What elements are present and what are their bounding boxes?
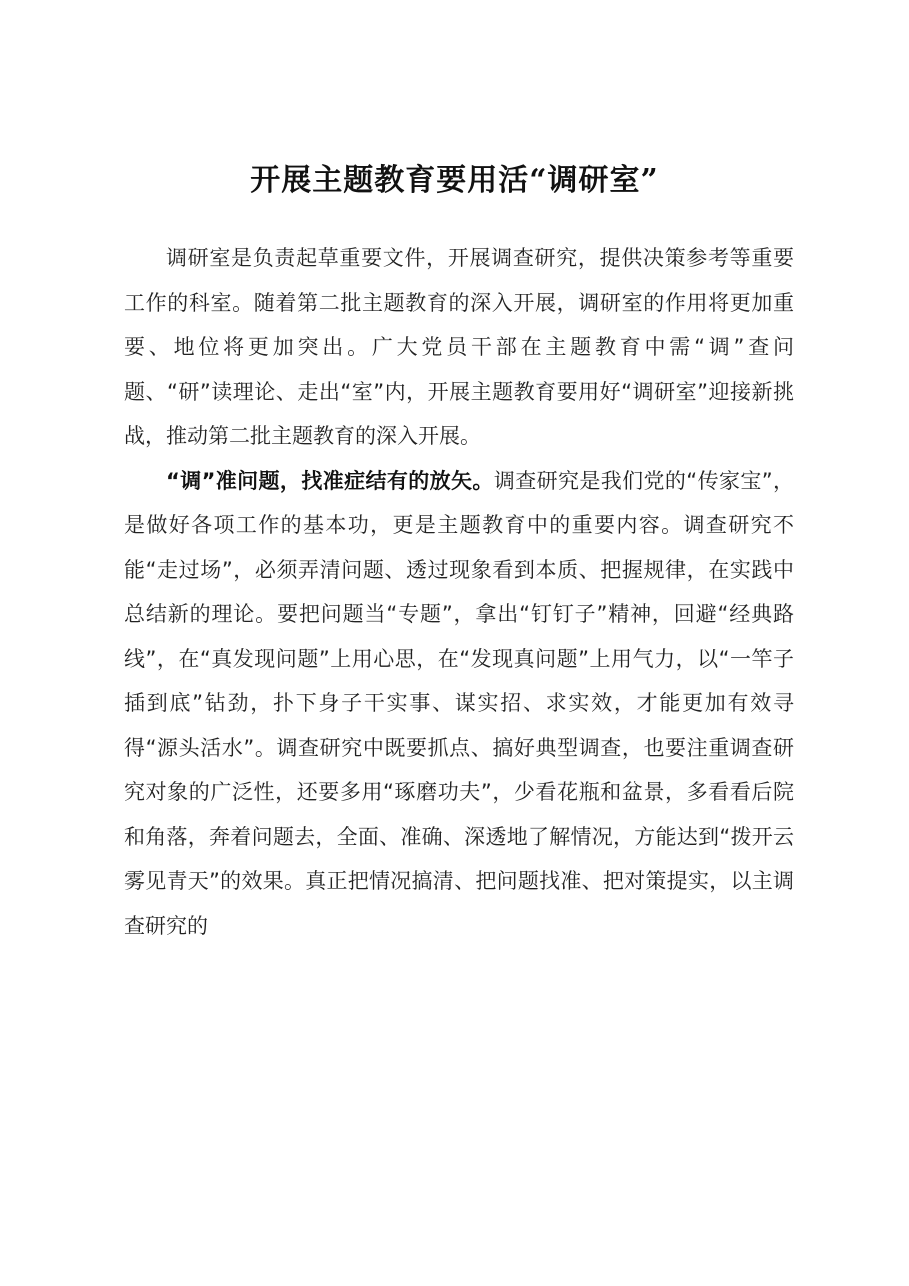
paragraph-investigate-text: 调查研究是我们党的“传家宝”，是做好各项工作的基本功，更是主题教育中的重要内容。调查研究不能“走过场”，必须弄清问题、透过现象看到本质、把握规律，在实践中总结新的理论。要把问题当“专题”，拿出“钉钉子”精神，回避“经典路线”，在“真发现问题”上用心思，在“发现真问题”上用气力，以“一竿子插到底”钻劲，扑下身子干实事、谋实招、求实效，才能更加有效寻得“源头活水”。调查研究中既要抓点、搞好典型调查，也要注重调查研究对象的广泛性，还要多用“琢磨功夫”，少看花瓶和盆景，多看看后院和角落，奔着问题去，全面、准确、深透地了解情况，方能达到“拨开云雾见青天”的效果。真正把情况搞清、把问题找准、把对策提实，以主调查研究的 xyxy=(124,468,794,938)
document-body xyxy=(124,236,794,948)
document-title: 开展主题教育要用活“调研室” xyxy=(250,163,659,198)
paragraph-intro: 调研室是负责起草重要文件，开展调查研究，提供决策参考等重要工作的科室。随着第二批主题教育的深入开展，调研室的作用将更加重要、地位将更加突出。广大党员干部在主题教育中需“调”查问题、“研”读理论、走出“室”内，开展主题教育要用好“调研室”迎接新挑战，推动第二批主题教育的深入开展。 xyxy=(124,246,794,448)
paragraph-investigate xyxy=(124,459,794,949)
paragraph-lead-heading: “调”准问题，找准症结有的放矢。 xyxy=(166,468,494,493)
